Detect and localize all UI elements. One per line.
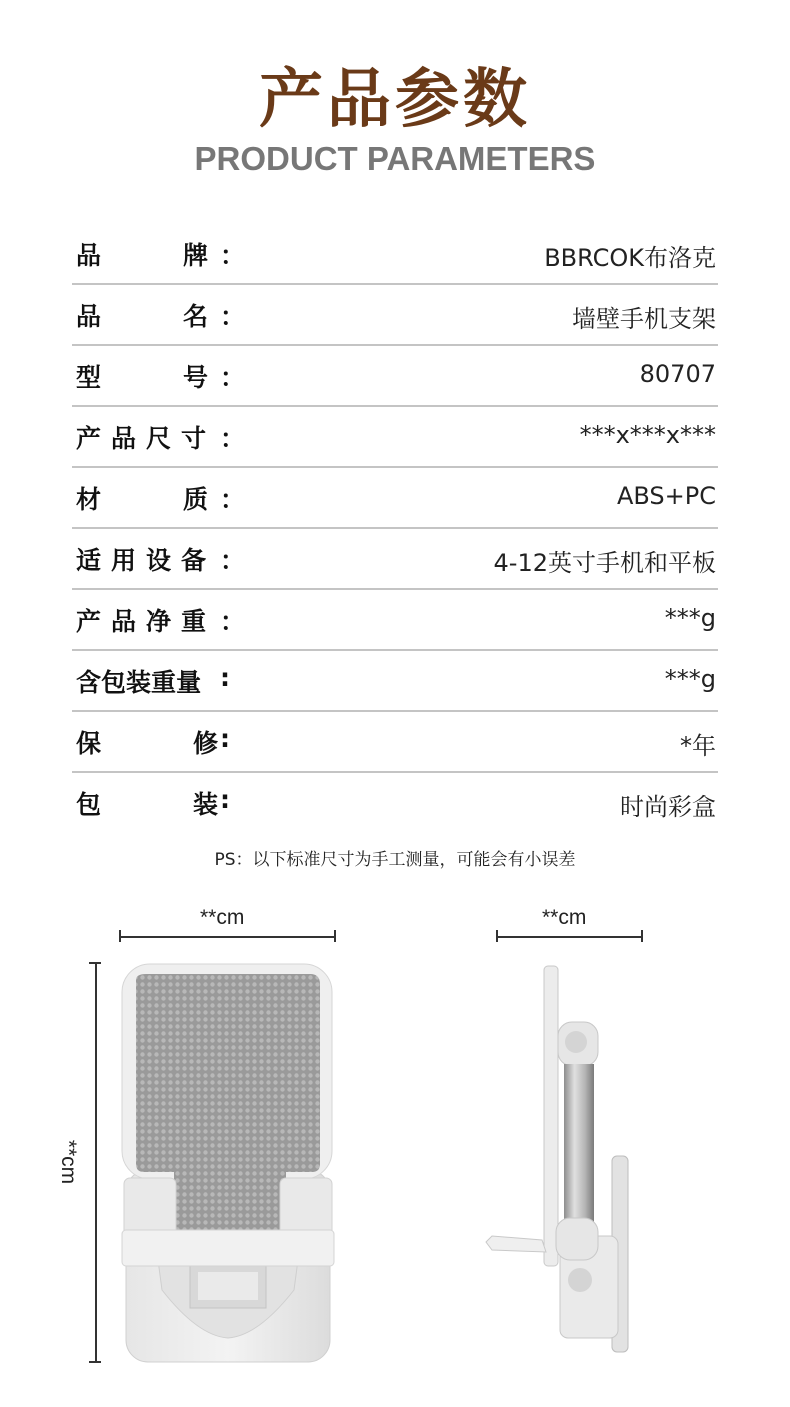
spec-colon: ： — [220, 363, 246, 392]
front-height-label: **cm — [57, 1139, 81, 1185]
spec-value: *年 — [680, 732, 716, 760]
front-height-line — [95, 962, 97, 1362]
side-width-label: **cm — [542, 906, 587, 929]
spec-colon: : — [220, 785, 230, 814]
spec-colon: ： — [220, 485, 246, 514]
front-width-label: **cm — [200, 906, 245, 929]
spec-colon: ： — [220, 302, 246, 331]
spec-row-size — [72, 407, 718, 468]
spec-value: ABS+PC — [616, 482, 716, 510]
stand-front-view-image — [118, 960, 338, 1368]
spec-row-material — [72, 468, 718, 529]
spec-row-device — [72, 529, 718, 590]
spec-colon: ： — [220, 546, 246, 575]
spec-label: 保 修 — [76, 729, 218, 758]
spec-colon: ： — [220, 241, 246, 270]
spec-table — [72, 224, 718, 832]
spec-row-warranty — [72, 712, 718, 773]
stand-side-view-image — [482, 960, 642, 1360]
measurement-note: PS：以下标准尺寸为手工测量，可能会有小误差 — [214, 850, 576, 870]
spec-label: 品 牌 — [76, 241, 208, 270]
spec-colon: : — [220, 663, 230, 692]
spec-value: ***g — [664, 665, 716, 693]
spec-label: 包 装 — [76, 790, 218, 819]
spec-value: ***g — [664, 604, 716, 632]
front-height-tick-bottom — [89, 1361, 101, 1363]
spec-row-gross-weight — [72, 651, 718, 712]
front-width-tick-right — [334, 930, 336, 942]
spec-value: 墙壁手机支架 — [572, 305, 716, 333]
spec-row-model — [72, 346, 718, 407]
spec-row-packaging — [72, 773, 718, 832]
spec-label: 材 质 — [76, 485, 208, 514]
spec-label: 型 号 — [76, 363, 208, 392]
spec-row-brand — [72, 224, 718, 285]
front-height-tick-top — [89, 962, 101, 964]
front-width-tick-left — [119, 930, 121, 942]
spec-label: 含 包 装 重 量 — [76, 668, 202, 697]
front-width-line — [119, 936, 335, 938]
spec-colon: ： — [220, 607, 246, 636]
spec-label: 产 品 尺 寸 — [76, 424, 206, 453]
spec-value: ***x***x*** — [579, 421, 716, 449]
side-width-line — [496, 936, 642, 938]
spec-colon: ： — [220, 424, 246, 453]
spec-colon: : — [220, 724, 230, 753]
spec-row-net-weight — [72, 590, 718, 651]
side-width-tick-right — [641, 930, 643, 942]
spec-value: 80707 — [639, 360, 716, 388]
side-width-tick-left — [496, 930, 498, 942]
spec-label: 适 用 设 备 — [76, 546, 206, 575]
spec-label: 品 名 — [76, 302, 208, 331]
spec-value: 4-12英寸手机和平板 — [493, 549, 716, 577]
spec-label: 产 品 净 重 — [76, 607, 206, 636]
spec-value: BBRCOK布洛克 — [544, 244, 716, 272]
spec-row-name — [72, 285, 718, 346]
page-title: 产品参数 — [259, 63, 531, 137]
spec-value: 时尚彩盒 — [620, 793, 716, 821]
page-subtitle: PRODUCT PARAMETERS — [194, 140, 596, 177]
